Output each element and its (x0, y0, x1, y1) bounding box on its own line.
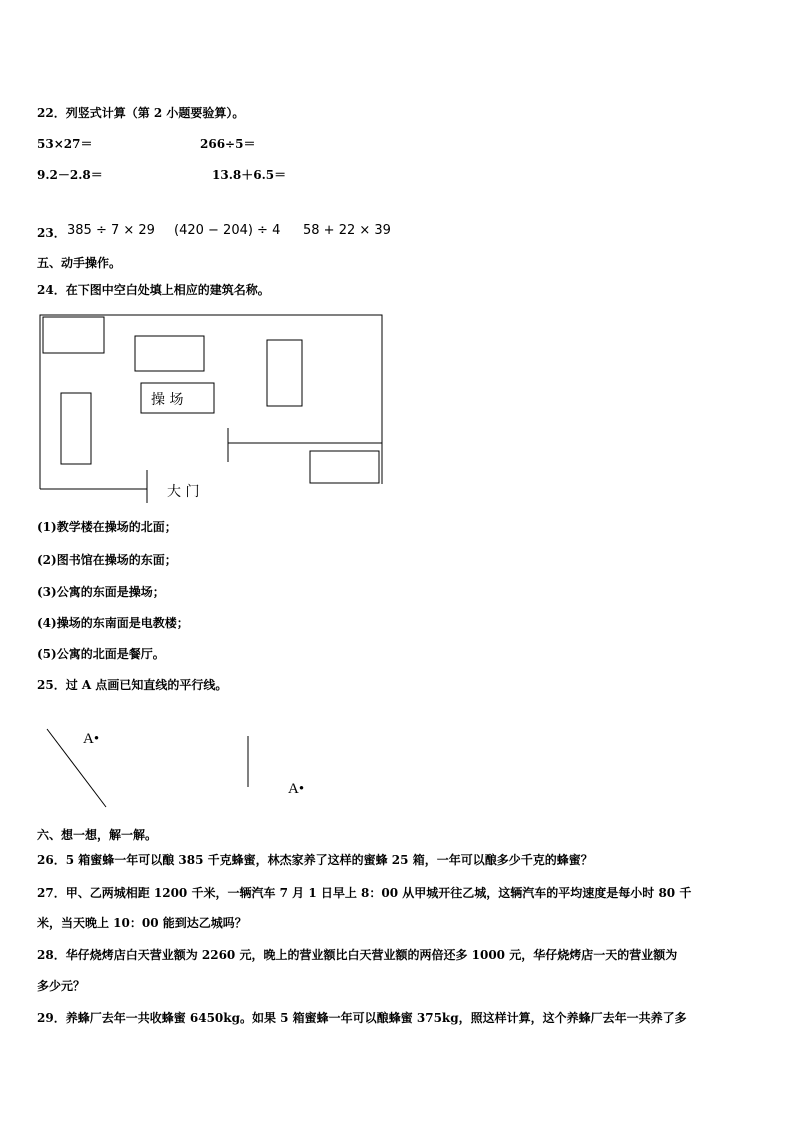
q24-clue-4: (4)操场的东南面是电教楼； (37, 616, 189, 630)
q24-clue-2: (2)图书馆在操场的东面； (37, 553, 177, 567)
point-a-2: A• (288, 781, 305, 797)
q27-line-1: 27．甲、乙两城相距 1200 千米，一辆汽车 7 月 1 日早上 8：00 从甲城开往乙城，这辆汽车的平均速度是每小时 80 千 (37, 886, 692, 900)
q23-expr-3: 58 + 22 × 39 (303, 223, 391, 238)
q24-clue-3: (3)公寓的东面是操场； (37, 585, 165, 599)
q22-item-3: 9.2－2.8＝ (37, 168, 103, 182)
q26-text: 26．5 箱蜜蜂一年可以酿 385 千克蜂蜜，林杰家养了这样的蜜蜂 25 箱，一年可以酿多少千克的蜂蜜？ (37, 853, 593, 867)
q22-item-4: 13.8＋6.5＝ (212, 168, 287, 182)
section-6-heading: 六、想一想，解一解。 (37, 828, 158, 842)
playground-label: 操 场 (151, 392, 184, 408)
q28-line-1: 28．华仔烧烤店白天营业额为 2260 元，晚上的营业额比白天营业额的两倍还多 1000 元，华仔烧烤店一天的营业额为 (37, 948, 678, 962)
q22-item-2: 266÷5＝ (200, 137, 256, 151)
q22-title: 22．列竖式计算（第 2 小题要验算）。 (37, 106, 245, 120)
gate-label: 大 门 (167, 484, 200, 500)
q23-number: 23． (37, 226, 66, 240)
q27-line-2: 米，当天晚上 10：00 能到达乙城吗？ (37, 916, 247, 930)
point-a-1: A• (83, 731, 100, 747)
q24-clue-5: (5)公寓的北面是餐厅。 (37, 647, 165, 661)
q22-item-1: 53×27＝ (37, 137, 93, 151)
q23-expr-2: (420 − 204) ÷ 4 (174, 223, 281, 238)
q23-expr-1: 385 ÷ 7 × 29 (67, 223, 155, 238)
q24-title: 24．在下图中空白处填上相应的建筑名称。 (37, 283, 270, 297)
q29-line-1: 29．养蜂厂去年一共收蜂蜜 6450kg。如果 5 箱蜜蜂一年可以酿蜂蜜 375kg，照这样计算，这个养蜂厂去年一共养了多 (37, 1011, 687, 1025)
q25-title: 25．过 A 点画已知直线的平行线。 (37, 678, 228, 692)
section-5-heading: 五、动手操作。 (37, 256, 122, 270)
q28-line-2: 多少元？ (37, 979, 86, 993)
building-box-north (135, 336, 204, 371)
building-box-west (61, 393, 91, 464)
building-box-east (267, 340, 302, 406)
building-box-northwest (43, 317, 104, 353)
building-box-southeast (310, 451, 379, 483)
q24-clue-1: (1)教学楼在操场的北面； (37, 520, 177, 534)
